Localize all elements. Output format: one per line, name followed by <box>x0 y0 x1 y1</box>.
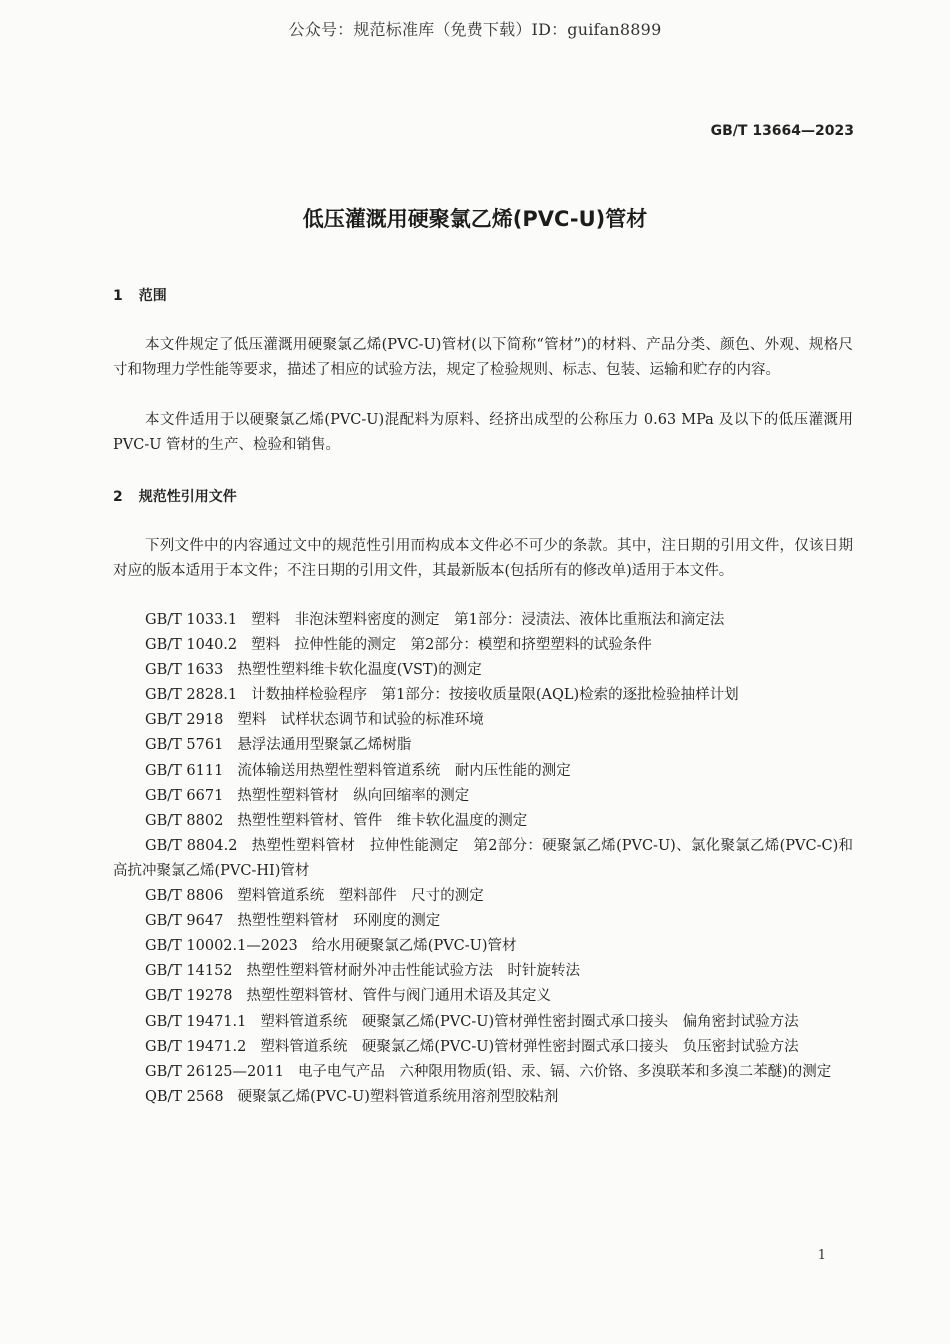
reference-code: GB/T 1033.1 <box>145 612 238 628</box>
section-number: 1 <box>113 288 123 304</box>
scope-paragraph-1: 本文件规定了低压灌溉用硬聚氯乙烯(PVC-U)管材(以下简称“管材”)的材料、产品分类、颜色、外观、规格尺寸和物理力学性能等要求，描述了相应的试验方法，规定了检验规则、标志、包装、运输和贮存的内容。 <box>113 337 853 378</box>
reference-code: GB/T 2828.1 <box>145 687 238 704</box>
reference-item <box>113 733 853 758</box>
document-title: 低压灌溉用硬聚氯乙烯(PVC-U)管材 <box>302 207 648 231</box>
reference-code: GB/T 5761 <box>145 737 224 754</box>
reference-code: GB/T 8806 <box>145 888 224 905</box>
header-banner: 公众号：规范标准库（免费下载）ID：guifan8899 <box>288 20 662 39</box>
reference-title: 塑料 试样状态调节和试验的标准环境 <box>237 712 484 729</box>
reference-title: 热塑性塑料管材 拉伸性能测定 第2部分：硬聚氯乙烯(PVC-U)、氯化聚氯乙烯(PVC-C)和高抗冲聚氯乙烯(PVC-HI)管材 <box>113 837 854 879</box>
reference-code: GB/T 9647 <box>145 913 224 930</box>
reference-title: 热塑性塑料管材 纵向回缩率的测定 <box>237 787 470 804</box>
reference-item <box>113 658 853 683</box>
reference-title: 塑料 非泡沫塑料密度的测定 第1部分：浸渍法、液体比重瓶法和滴定法 <box>251 612 725 628</box>
reference-item <box>113 759 853 784</box>
reference-title: 塑料管道系统 塑料部件 尺寸的测定 <box>237 888 484 905</box>
reference-item <box>113 608 853 633</box>
standard-number: GB/T 13664—2023 <box>710 123 854 139</box>
reference-item <box>113 834 853 884</box>
section-number: 2 <box>113 489 123 505</box>
reference-list <box>113 608 853 1110</box>
reference-code: GB/T 1040.2 <box>145 637 238 654</box>
section-title: 规范性引用文件 <box>138 489 237 505</box>
reference-title: 热塑性塑料维卡软化温度(VST)的测定 <box>237 662 482 679</box>
section-heading-scope <box>113 285 167 305</box>
reference-title: 电子电气产品 六种限用物质(铅、汞、镉、六价铬、多溴联苯和多溴二苯醚)的测定 <box>297 1063 832 1080</box>
reference-item <box>113 809 853 834</box>
references-intro-paragraph: 下列文件中的内容通过文中的规范性引用而构成本文件必不可少的条款。其中，注日期的引用文件，仅该日期对应的版本适用于本文件；不注日期的引用文件，其最新版本(包括所有的修改单)适用于本文件。 <box>113 538 853 579</box>
reference-title: 热塑性塑料管材 环刚度的测定 <box>237 913 441 930</box>
reference-item <box>113 909 853 934</box>
reference-item <box>113 1035 853 1060</box>
reference-code: GB/T 2918 <box>145 712 224 729</box>
page-number: 1 <box>817 1248 826 1263</box>
reference-item <box>113 984 853 1009</box>
reference-item <box>113 633 853 658</box>
reference-item <box>113 784 853 809</box>
reference-title: 塑料管道系统 硬聚氯乙烯(PVC-U)管材弹性密封圈式承口接头 偏角密封试验方法 <box>260 1013 799 1030</box>
section-title: 范围 <box>138 288 167 304</box>
reference-item <box>113 1010 853 1035</box>
reference-code: GB/T 19471.1 <box>145 1013 247 1030</box>
reference-title: 热塑性塑料管材、管件 维卡软化温度的测定 <box>237 812 528 829</box>
reference-code: GB/T 1633 <box>145 662 224 679</box>
reference-title: 给水用硬聚氯乙烯(PVC-U)管材 <box>311 938 517 955</box>
reference-item <box>113 884 853 909</box>
reference-code: GB/T 8804.2 <box>145 837 238 854</box>
reference-title: 流体输送用热塑性塑料管道系统 耐内压性能的测定 <box>237 762 571 779</box>
reference-code: GB/T 19471.2 <box>145 1038 247 1055</box>
reference-title: 热塑性塑料管材耐外冲击性能试验方法 时针旋转法 <box>246 963 581 980</box>
reference-title: 硬聚氯乙烯(PVC-U)塑料管道系统用溶剂型胶粘剂 <box>237 1088 559 1105</box>
reference-code: GB/T 8802 <box>145 812 224 829</box>
reference-title: 计数抽样检验程序 第1部分：按接收质量限(AQL)检索的逐批检验抽样计划 <box>251 687 739 704</box>
scope-paragraph-2: 本文件适用于以硬聚氯乙烯(PVC-U)混配料为原料、经挤出成型的公称压力 0.63 MPa 及以下的低压灌溉用 PVC-U 管材的生产、检验和销售。 <box>113 412 853 453</box>
reference-code: GB/T 14152 <box>145 963 233 980</box>
reference-code: GB/T 26125—2011 <box>145 1063 284 1080</box>
reference-title: 塑料 拉伸性能的测定 第2部分：模塑和挤塑塑料的试验条件 <box>251 637 652 654</box>
reference-title: 悬浮法通用型聚氯乙烯树脂 <box>237 737 412 754</box>
reference-code: GB/T 10002.1—2023 <box>145 938 298 955</box>
reference-item <box>113 934 853 959</box>
reference-title: 塑料管道系统 硬聚氯乙烯(PVC-U)管材弹性密封圈式承口接头 负压密封试验方法 <box>260 1038 799 1055</box>
reference-item <box>113 1085 853 1110</box>
reference-item <box>113 1060 853 1085</box>
reference-code: GB/T 6111 <box>145 762 224 779</box>
reference-item <box>113 683 853 708</box>
reference-item <box>113 959 853 984</box>
reference-item <box>113 708 853 733</box>
reference-code: GB/T 6671 <box>145 787 224 804</box>
reference-title: 热塑性塑料管材、管件与阀门通用术语及其定义 <box>246 988 552 1005</box>
reference-code: QB/T 2568 <box>145 1088 224 1105</box>
reference-code: GB/T 19278 <box>145 988 233 1005</box>
section-heading-normative-references <box>113 486 237 506</box>
